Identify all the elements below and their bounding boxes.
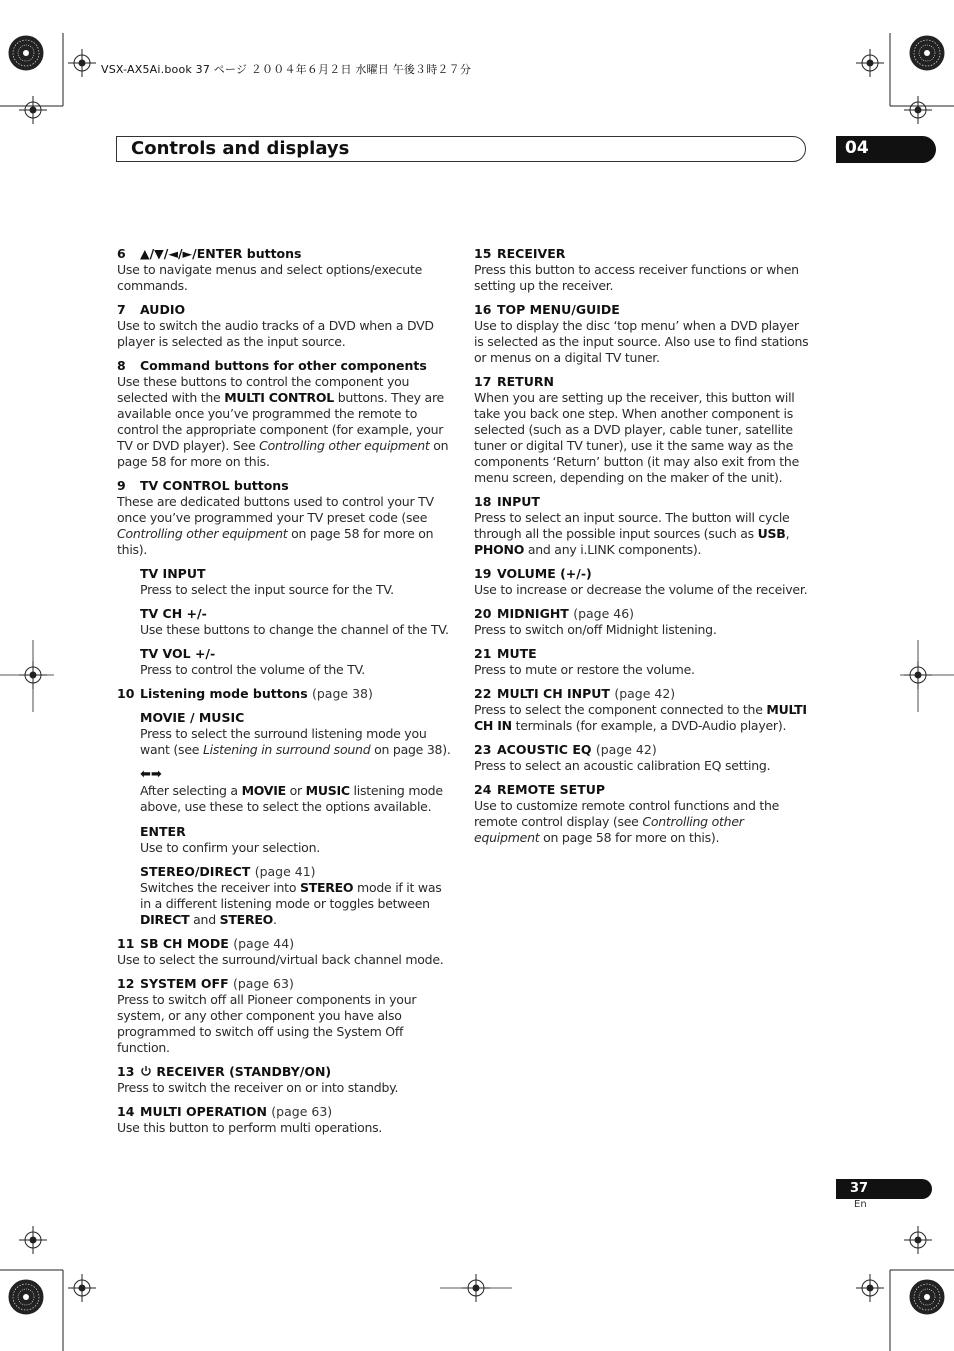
item-10 xyxy=(117,686,453,702)
item-6 xyxy=(117,246,453,294)
cross-reference: Listening in surround sound xyxy=(202,742,371,757)
page-reference: (page 38) xyxy=(312,686,373,701)
subitem-tv-ch xyxy=(140,606,453,638)
item-description: Use to switch the audio tracks of a DVD when a DVD player is selected as the input source. xyxy=(117,318,434,349)
left-right-arrow-icon: ⬅➡ xyxy=(140,767,162,782)
item-9 xyxy=(117,478,453,558)
item-description: Use to customize remote control functions and the remote control display (see Controlling other equipment on page 58 for more on this). xyxy=(474,798,780,845)
item-number: 21 xyxy=(474,646,492,661)
item-19 xyxy=(474,566,810,598)
item-heading: VOLUME (+/-) xyxy=(497,566,592,581)
item-number: 18 xyxy=(474,494,492,509)
item-number: 7 xyxy=(117,302,126,317)
item-22 xyxy=(474,686,810,734)
item-description: Use to navigate menus and select options/execute commands. xyxy=(117,262,423,293)
subitem-description: Press to select the surround listening mode you want (see Listening in surround sound on page 38). xyxy=(140,726,451,757)
section-title-bar xyxy=(116,136,806,162)
subitem-enter xyxy=(140,824,453,856)
item-description: Press to switch the receiver on or into standby. xyxy=(117,1080,399,1095)
item-heading: MIDNIGHT xyxy=(497,606,569,621)
item-number: 14 xyxy=(117,1104,135,1119)
right-column xyxy=(474,246,810,854)
subitem-movie-music xyxy=(140,710,453,758)
item-heading: RETURN xyxy=(497,374,554,389)
item-12 xyxy=(117,976,453,1056)
item-heading: REMOTE SETUP xyxy=(497,782,606,797)
subitem-description: Press to select the input source for the TV. xyxy=(140,582,394,597)
subitem-heading: TV INPUT xyxy=(140,566,206,581)
item-heading: ▲/▼/◄/►/ENTER buttons xyxy=(140,246,302,261)
item-heading: TV CONTROL buttons xyxy=(140,478,289,493)
subitem-heading: ENTER xyxy=(140,824,186,839)
subitem-heading: STEREO/DIRECT xyxy=(140,864,251,879)
item-8 xyxy=(117,358,453,470)
subitem-heading: TV CH +/- xyxy=(140,606,207,621)
item-17 xyxy=(474,374,810,486)
item-18 xyxy=(474,494,810,558)
item-description: Use to display the disc ‘top menu’ when a DVD player is selected as the input source. Also use to find stations or menus on a digital TV tuner. xyxy=(474,318,809,365)
item-heading: MULTI OPERATION xyxy=(140,1104,267,1119)
item-20 xyxy=(474,606,810,638)
item-21 xyxy=(474,646,810,678)
page-reference: (page 42) xyxy=(595,742,657,757)
chapter-number: 04 xyxy=(845,138,869,158)
item-description: These are dedicated buttons used to control your TV once you’ve programmed your TV preset code (see Controlling other equipment on page 58 for more on this). xyxy=(117,494,434,557)
page-number: 37 xyxy=(850,1181,869,1196)
item-heading: Listening mode buttons xyxy=(140,686,308,701)
subitem-tv-input xyxy=(140,566,453,598)
page-number-tab xyxy=(836,1179,932,1199)
item-7 xyxy=(117,302,453,350)
item-number: 13 xyxy=(117,1064,135,1079)
item-number: 9 xyxy=(117,478,126,493)
item-number: 15 xyxy=(474,246,492,261)
item-24 xyxy=(474,782,810,846)
subitem-arrows xyxy=(140,766,453,815)
item-description: Press to mute or restore the volume. xyxy=(474,662,695,677)
page-reference: (page 41) xyxy=(254,864,316,879)
item-description: Use to increase or decrease the volume of the receiver. xyxy=(474,582,808,597)
item-heading: SB CH MODE xyxy=(140,936,229,951)
cross-reference: Controlling other equipment xyxy=(474,814,744,845)
subitem-stereo-direct xyxy=(140,864,453,928)
print-header: VSX-AX5Ai.book 37 ページ ２００４年６月２日 水曜日 午後３時２７分 xyxy=(101,63,472,76)
chapter-number-tab xyxy=(836,136,936,163)
cross-reference: Controlling other equipment xyxy=(117,526,288,541)
item-number: 23 xyxy=(474,742,492,757)
item-heading: SYSTEM OFF xyxy=(140,976,229,991)
page-language: En xyxy=(854,1199,867,1210)
item-description: When you are setting up the receiver, this button will take you back one step. When another component is selected (such as a DVD player, cable tuner, satellite tuner or digital TV tuner), use it the same way as the components ‘Return’ button (it may also exit from the menu screen, depending on the maker of the unit). xyxy=(474,390,800,485)
subitem-description: Use these buttons to change the channel of the TV. xyxy=(140,622,449,637)
item-number: 12 xyxy=(117,976,135,991)
subitem-heading: TV VOL +/- xyxy=(140,646,216,661)
item-description: Press this button to access receiver functions or when setting up the receiver. xyxy=(474,262,799,293)
item-heading: RECEIVER (STANDBY/ON) xyxy=(156,1064,332,1079)
page-reference: (page 46) xyxy=(573,606,635,621)
item-number: 8 xyxy=(117,358,126,373)
item-description: Press to select an input source. The button will cycle through all the possible input sources (such as USB, PHONO and any i.LINK components). xyxy=(474,510,790,557)
subitem-description: Press to control the volume of the TV. xyxy=(140,662,366,677)
item-heading: INPUT xyxy=(497,494,540,509)
item-heading: RECEIVER xyxy=(497,246,566,261)
subitem-description: Switches the receiver into STEREO mode if it was in a different listening mode or toggles between DIRECT and STEREO. xyxy=(140,880,442,927)
item-14 xyxy=(117,1104,453,1136)
item-description: Use these buttons to control the component you selected with the MULTI CONTROL buttons. They are available once you’ve programmed the remote to control the appropriate component (for example, your TV or DVD player). See Controlling other equipment on page 58 for more on this. xyxy=(117,374,449,469)
item-15 xyxy=(474,246,810,294)
subitem-tv-vol xyxy=(140,646,453,678)
item-number: 16 xyxy=(474,302,492,317)
item-heading: ACOUSTIC EQ xyxy=(497,742,592,757)
section-title: Controls and displays xyxy=(131,138,350,159)
item-number: 17 xyxy=(474,374,492,389)
item-heading: MULTI CH INPUT xyxy=(497,686,610,701)
item-heading: AUDIO xyxy=(140,302,186,317)
item-description: Press to select the component connected to the MULTI CH IN terminals (for example, a DVD-Audio player). xyxy=(474,702,807,733)
subitem-description: Use to confirm your selection. xyxy=(140,840,320,855)
item-number: 22 xyxy=(474,686,492,701)
page-reference: (page 42) xyxy=(614,686,676,701)
cross-reference: Controlling other equipment xyxy=(259,438,430,453)
item-number: 11 xyxy=(117,936,135,951)
subitem-description: After selecting a MOVIE or MUSIC listening mode above, use these to select the options available. xyxy=(140,783,443,814)
button-name: MULTI CONTROL xyxy=(224,390,334,405)
power-icon xyxy=(140,1065,152,1077)
item-heading: TOP MENU/GUIDE xyxy=(497,302,620,317)
item-description: Press to select an acoustic calibration EQ setting. xyxy=(474,758,771,773)
item-description: Use this button to perform multi operations. xyxy=(117,1120,383,1135)
item-23 xyxy=(474,742,810,774)
item-number: 10 xyxy=(117,686,135,701)
item-heading: Command buttons for other components xyxy=(140,358,427,373)
left-column xyxy=(117,246,453,1144)
page-reference: (page 44) xyxy=(233,936,295,951)
item-number: 6 xyxy=(117,246,126,261)
item-number: 24 xyxy=(474,782,492,797)
item-13 xyxy=(117,1064,453,1096)
item-number: 20 xyxy=(474,606,492,621)
item-11 xyxy=(117,936,453,968)
page-reference: (page 63) xyxy=(232,976,294,991)
item-heading: MUTE xyxy=(497,646,537,661)
item-description: Press to switch on/off Midnight listening. xyxy=(474,622,717,637)
item-description: Press to switch off all Pioneer components in your system, or any other component you have also programmed to switch off using the System Off function. xyxy=(117,992,417,1055)
subitem-heading: MOVIE / MUSIC xyxy=(140,710,245,725)
item-number: 19 xyxy=(474,566,492,581)
page-reference: (page 63) xyxy=(271,1104,333,1119)
item-16 xyxy=(474,302,810,366)
item-description: Use to select the surround/virtual back channel mode. xyxy=(117,952,444,967)
